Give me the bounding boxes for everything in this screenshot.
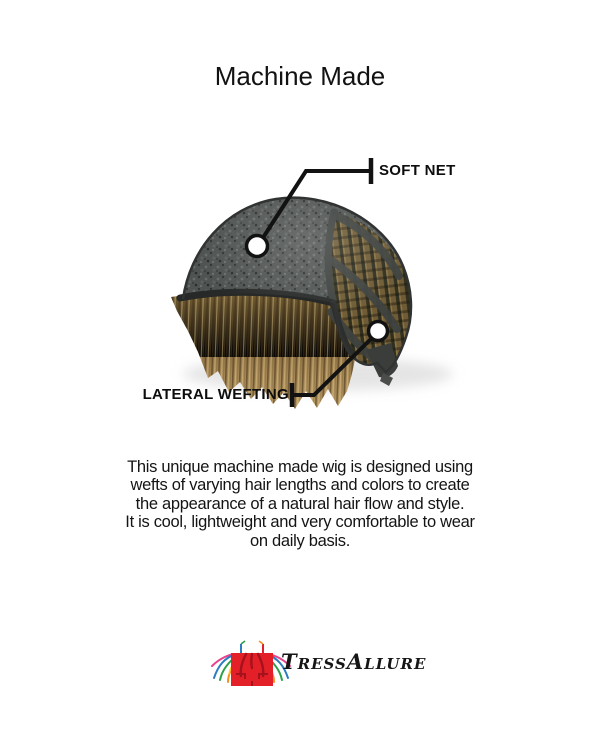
page-title: Machine Made: [214, 61, 386, 91]
callout-marker-lateral-wefting: [369, 322, 388, 341]
description-line: It is cool, lightweight and very comfortable to wear: [125, 513, 475, 532]
callout-marker-soft-net: [247, 236, 268, 257]
description-paragraph: [0, 458, 600, 550]
callout-label-soft-net: SOFT NET: [379, 162, 456, 179]
description-line: This unique machine made wig is designed using: [127, 458, 473, 476]
callout-label-lateral-wefting: LATERAL WEFTING: [142, 386, 289, 403]
description-line: the appearance of a natural hair flow and style.: [135, 494, 465, 513]
tressallure-logo-text: TressAllure: [281, 649, 427, 674]
description-line: wefts of varying hair lengths and colors to create: [130, 476, 470, 495]
description-line: on daily basis.: [249, 531, 351, 550]
